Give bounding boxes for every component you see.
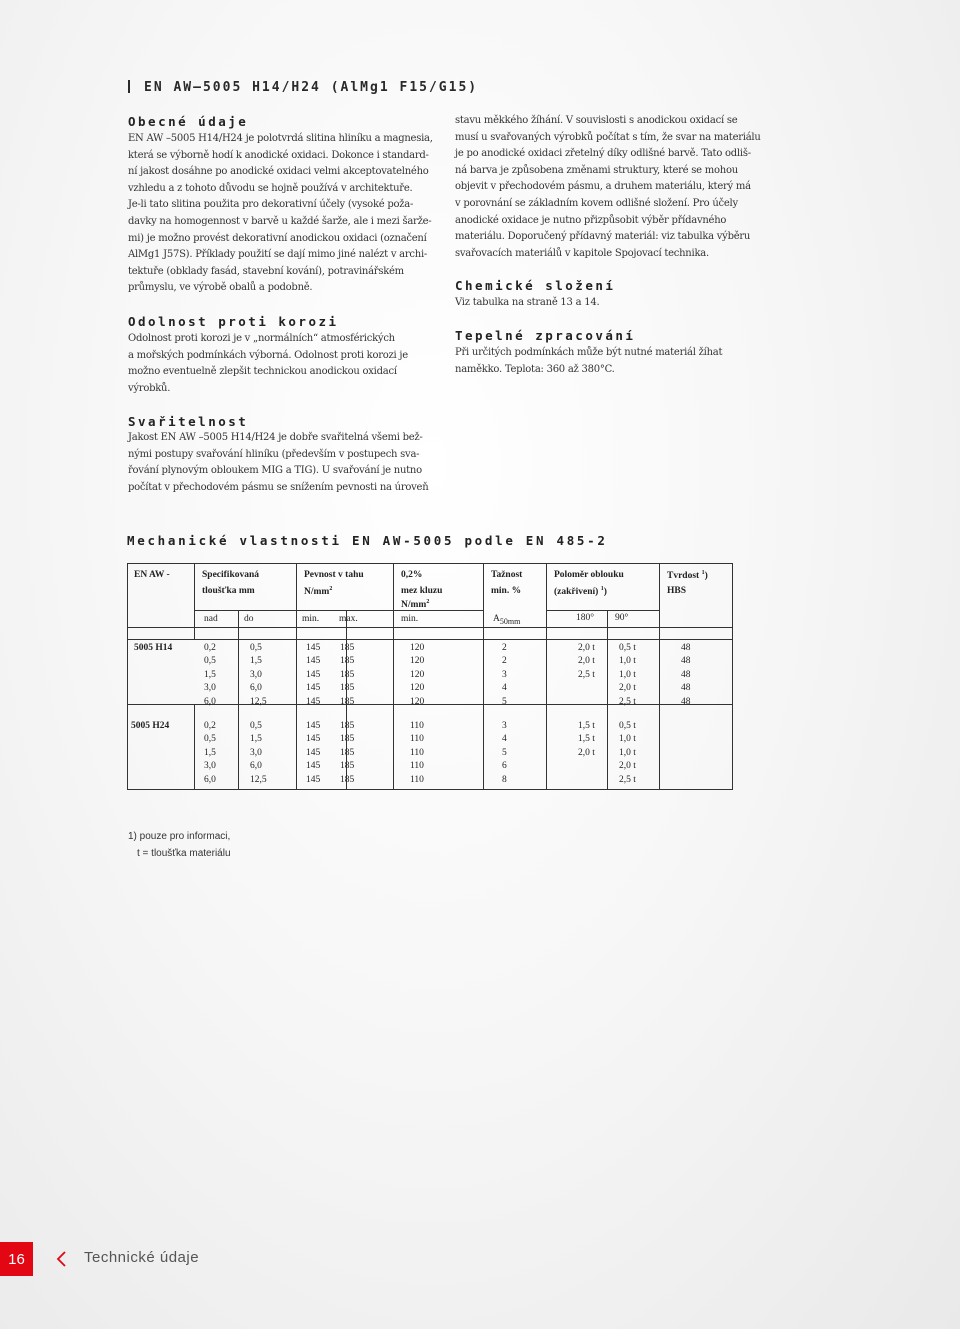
table-cell: 0,5 t <box>619 721 636 731</box>
header-tensile: Pevnost v tahu <box>304 570 364 580</box>
heading-chemical: Chemické složení <box>455 278 616 293</box>
header-hardness: Tvrdost $^1$) <box>667 570 708 582</box>
weldability-text: Jakost EN AW –5005 H14/H24 je dobře svařitelná všemi bež- nými postupy svařování hliníku (především v postupech sva- řování plynovým obloukem MIG a TIG). U svařování je nutno počítat v přechodovém pásmu se snížením pevnosti na úroveň <box>128 432 429 493</box>
table-cell: 1,5 <box>204 669 216 680</box>
table-cell: 48 <box>681 643 691 653</box>
table-cell: 120 <box>410 696 425 707</box>
table-cell: 12,5 <box>250 696 267 707</box>
table-cell: 185 <box>340 683 355 694</box>
group-label-h24: 5005 H24 <box>131 721 170 731</box>
table-cell: 6,0 <box>250 683 262 694</box>
table-cell: 1,5 t <box>578 734 595 745</box>
table-cell: 185 <box>340 721 355 731</box>
table-cell: 185 <box>340 696 355 707</box>
table-cell: 145 <box>306 669 321 680</box>
table-cell: 3 <box>502 669 507 680</box>
subheader-max: max. <box>339 614 358 624</box>
table-cell: 185 <box>340 643 355 653</box>
table-cell: 145 <box>306 656 321 667</box>
table-cell: 120 <box>410 683 425 694</box>
section-label[interactable]: Technické údaje <box>84 1249 200 1266</box>
header-thickness: Specifikovaná <box>202 570 260 580</box>
footnote-1: 1) pouze pro informaci, <box>128 831 231 842</box>
table-cell: 2 <box>502 643 507 653</box>
table-cell: 2,0 t <box>578 747 595 758</box>
subheader-180: 180° <box>576 613 595 623</box>
subheader-a50: $A_{50mm}$ <box>493 614 521 626</box>
table-cell: 2,5 t <box>619 696 636 707</box>
table-cell: 2,0 t <box>578 656 595 667</box>
header-yield-label: mez kluzu <box>401 586 443 596</box>
table-cell: 110 <box>410 734 424 745</box>
chemical-text: Viz tabulka na straně 13 a 14. <box>455 297 600 308</box>
chevron-left-icon[interactable] <box>54 1251 70 1267</box>
table-cell: 6 <box>502 761 507 772</box>
table-cell: 0,5 <box>204 656 216 667</box>
page-title-text: EN AW–5005 H14/H24 (AlMg1 F15/G15) <box>144 80 479 95</box>
table-cell: 2 <box>502 656 507 667</box>
table-cell: 185 <box>340 734 355 745</box>
general-text: EN AW –5005 H14/H24 je polotvrdá slitina hliníku a magnesia, která se výborně hodí k anodické oxidaci. Dokonce i standard- ní jakost dosáhne po anodické oxidaci velmi akceptovatelného vzhledu a z tohoto důvodu se hojně používá v architektuře. Je-li tato slitina použita pro dekorativní účely (vysoké poža- davky na homogennost v barvě u každé šarže, ale i mezi šarže- mi) je možno provést dekorativní anodickou oxidaci (označení AlMg1 J57S). Příklady použití se dají mimo jiné nalézt v archi- tektuře (obklady fasád, stavební kování), potravinářském průmyslu, ve výrobě obalů a podobně. <box>128 133 433 294</box>
header-hardness-unit: HBS <box>667 586 687 596</box>
header-bend-note: (zakřivení) $^1$) <box>554 586 607 598</box>
table-cell: 1,5 t <box>578 721 595 731</box>
header-yield-unit: $N/mm^2$ <box>401 599 430 611</box>
subheader-min: min. <box>302 614 320 624</box>
table-cell: 1,0 t <box>619 747 636 758</box>
table-cell: 3 <box>502 721 507 731</box>
table-cell: 145 <box>306 747 321 758</box>
table-cell: 145 <box>306 734 321 745</box>
table-cell: 1,0 t <box>619 734 636 745</box>
table-cell: 110 <box>410 774 424 785</box>
table-cell: 3,0 <box>250 669 262 680</box>
table-cell: 1,0 t <box>619 669 636 680</box>
header-tensile-unit: $N/mm^2$ <box>304 586 333 598</box>
heat-text: Při určitých podmínkách může být nutné materiál žíhat naměkko. Teplota: 360 až 380°C. <box>455 347 723 375</box>
table-cell: 2,0 t <box>578 643 595 653</box>
table-cell: 3,0 <box>250 747 262 758</box>
header-elongation-unit: min. % <box>491 586 522 596</box>
table-cell: 185 <box>340 747 355 758</box>
table-cell: 2,5 t <box>578 669 595 680</box>
header-elongation: Tažnost <box>491 570 523 580</box>
table-cell: 48 <box>681 696 691 707</box>
table-cell: 1,0 t <box>619 656 636 667</box>
mechanical-properties-table <box>127 563 733 790</box>
table-cell: 185 <box>340 656 355 667</box>
table-cell: 120 <box>410 669 425 680</box>
subheader-min2: min. <box>401 614 419 624</box>
header-alloy: EN AW - <box>134 570 170 580</box>
table-cell: 48 <box>681 656 691 667</box>
page-number: 16 <box>0 1242 33 1276</box>
corrosion-text: Odolnost proti korozi je v „normálních“ atmosférických a mořských podmínkách výborná. Odolnost proti korozi je možno eventuelně zlepšit technickou anodickou oxidací výrobků. <box>128 333 408 394</box>
table-cell: 3,0 <box>204 761 216 772</box>
group-label-h14: 5005 H14 <box>134 643 173 653</box>
table-cell: 145 <box>306 721 321 731</box>
table-cell: 0,5 <box>250 643 262 653</box>
header-yield: 0,2% <box>401 570 423 580</box>
table-cell: 12,5 <box>250 774 267 785</box>
table-cell: 185 <box>340 761 355 772</box>
table-cell: 145 <box>306 696 321 707</box>
heading-weldability: Svařitelnost <box>128 414 249 429</box>
table-cell: 2,0 t <box>619 683 636 694</box>
subheader-to: do <box>244 614 254 624</box>
table-cell: 1,5 <box>250 734 262 745</box>
subheader-90: 90° <box>615 613 629 623</box>
table-cell: 48 <box>681 683 691 694</box>
table-cell: 0,5 t <box>619 643 636 653</box>
table-cell: 0,5 <box>250 721 262 731</box>
table-cell: 6,0 <box>204 696 216 707</box>
table-cell: 1,5 <box>250 656 262 667</box>
table-cell: 110 <box>410 761 424 772</box>
weldability-continuation: stavu měkkého žíhání. V souvislosti s anodickou oxidací se musí u svařovaných výrobků počítat s tím, že svar na materiálu je po anodické oxidaci zřetelný díky odlišné barvě. Tato odliš- ná barva je způsobena změnami struktury, které se mohou objevit v přechodovém pásmu, a druhem materiálu, který má v porovnání se základním kovem odlišné složení. Pro účely anodické oxidace je nutno přizpůsobit výběr přídavného materiálu. Doporučený přídavný materiál: viz tabulka výběru svařovacích materiálů v kapitole Spojovací technika. <box>455 115 761 259</box>
heading-corrosion: Odolnost proti korozi <box>128 314 339 329</box>
footnotes <box>128 829 231 862</box>
table-cell: 2,0 t <box>619 761 636 772</box>
table-cell: 185 <box>340 774 355 785</box>
table-cell: 185 <box>340 669 355 680</box>
table-cell: 110 <box>410 747 424 758</box>
subheader-from: nad <box>204 614 218 624</box>
header-thickness-unit: tloušťka mm <box>202 586 255 596</box>
table-cell: 0,2 <box>204 721 216 731</box>
table-cell: 1,5 <box>204 747 216 758</box>
table-title: Mechanické vlastnosti EN AW-5005 podle EN 485-2 <box>127 533 608 548</box>
table-cell: 5 <box>502 747 507 758</box>
title-marker <box>128 80 130 93</box>
table-cell: 4 <box>502 734 507 745</box>
table-cell: 6,0 <box>250 761 262 772</box>
table-cell: 145 <box>306 761 321 772</box>
table-cell: 110 <box>410 721 424 731</box>
table-cell: 3,0 <box>204 683 216 694</box>
table-cell: 120 <box>410 643 425 653</box>
table-cell: 0,5 <box>204 734 216 745</box>
table-cell: 5 <box>502 696 507 707</box>
table-cell: 145 <box>306 643 321 653</box>
table-cell: 2,5 t <box>619 774 636 785</box>
header-bend-radius: Poloměr oblouku <box>554 570 624 580</box>
table-cell: 0,2 <box>204 643 216 653</box>
table-cell: 6,0 <box>204 774 216 785</box>
heading-heat: Tepelné zpracování <box>455 328 636 343</box>
footnote-2: t = tloušťka materiálu <box>137 847 231 859</box>
table-cell: 48 <box>681 669 691 680</box>
table-cell: 8 <box>502 774 507 785</box>
page-title <box>128 80 478 95</box>
table-cell: 4 <box>502 683 507 694</box>
heading-general: Obecné údaje <box>128 114 249 129</box>
table-cell: 145 <box>306 774 321 785</box>
table-cell: 120 <box>410 656 425 667</box>
table-cell: 145 <box>306 683 321 694</box>
